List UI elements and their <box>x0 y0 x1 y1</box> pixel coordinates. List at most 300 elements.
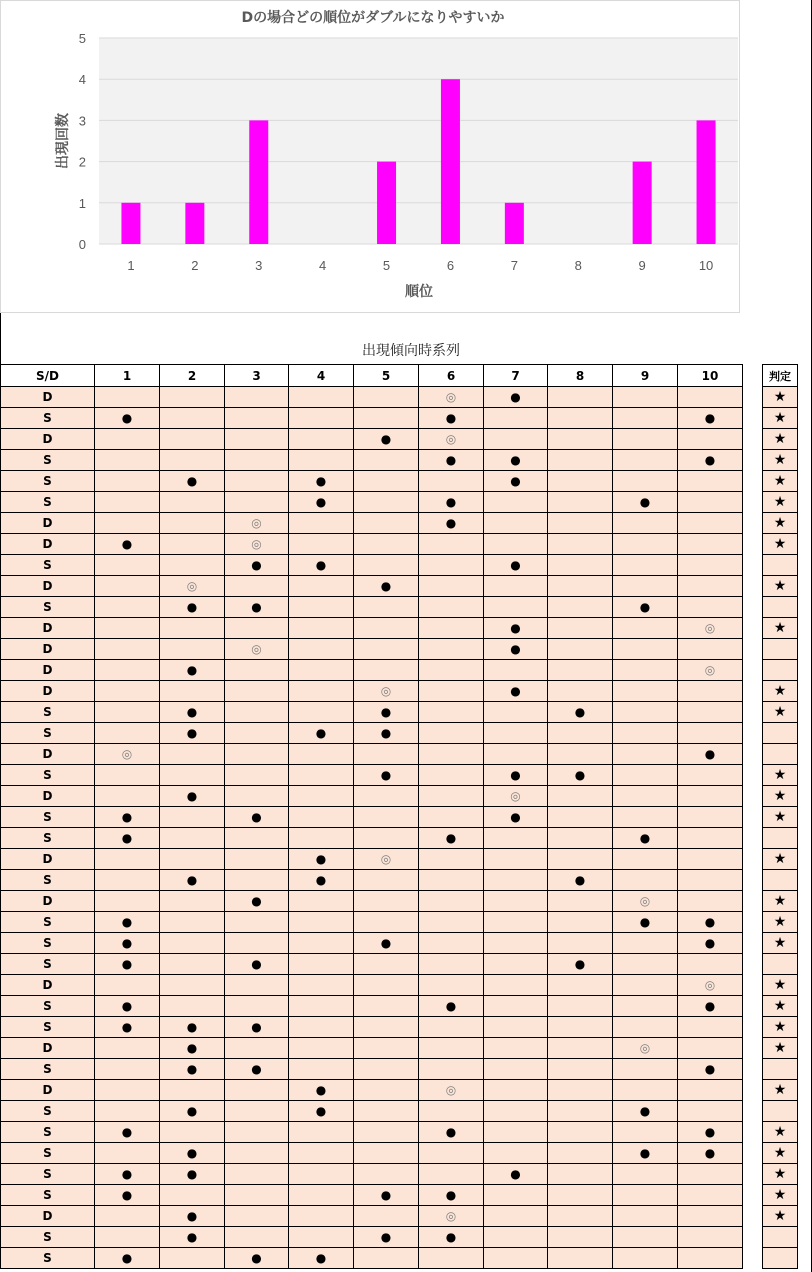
table-row <box>1 408 743 429</box>
rank-cell <box>548 912 613 933</box>
chart-panel <box>0 0 740 313</box>
judgement-cell: ★ <box>763 1164 798 1185</box>
rank-cell <box>613 555 678 576</box>
sd-cell: D <box>1 1038 95 1059</box>
rank-cell: ● <box>678 933 743 954</box>
judgement-row <box>763 492 798 513</box>
x-tick-label: 8 <box>574 258 582 273</box>
rank-cell <box>613 975 678 996</box>
table-row <box>1 870 743 891</box>
rank-cell: ◎ <box>160 576 225 597</box>
judgement-cell <box>763 1059 798 1080</box>
rank-cell <box>678 723 743 744</box>
rank-cell <box>160 1122 225 1143</box>
table-row <box>1 1059 743 1080</box>
rank-cell: ● <box>613 912 678 933</box>
table-row <box>1 513 743 534</box>
rank-cell <box>289 765 354 786</box>
rank-cell: ● <box>678 744 743 765</box>
rank-cell <box>354 1038 419 1059</box>
rank-cell: ● <box>160 1206 225 1227</box>
rank-cell <box>548 471 613 492</box>
rank-cell <box>419 534 484 555</box>
rank-cell: ● <box>678 996 743 1017</box>
rank-cell <box>613 1080 678 1101</box>
rank-cell <box>95 765 160 786</box>
rank-cell <box>484 954 548 975</box>
rank-cell <box>95 702 160 723</box>
judgement-cell: ★ <box>763 471 798 492</box>
rank-cell: ● <box>613 1143 678 1164</box>
rank-cell <box>160 933 225 954</box>
rank-cell: ● <box>678 1122 743 1143</box>
rank-cell <box>678 1185 743 1206</box>
rank-cell: ● <box>160 1101 225 1122</box>
sd-cell: S <box>1 597 95 618</box>
rank-cell <box>225 1227 289 1248</box>
rank-cell <box>484 849 548 870</box>
rank-cell <box>419 1143 484 1164</box>
rank-cell: ◎ <box>95 744 160 765</box>
rank-cell <box>289 828 354 849</box>
rank-cell <box>419 870 484 891</box>
rank-cell <box>95 618 160 639</box>
rank-cell <box>613 660 678 681</box>
rank-cell <box>419 1248 484 1269</box>
sd-cell: D <box>1 891 95 912</box>
rank-cell: ◎ <box>354 849 419 870</box>
y-tick-label: 1 <box>78 195 86 211</box>
rank-cell: ● <box>548 765 613 786</box>
rank-cell: ● <box>160 723 225 744</box>
table-row <box>1 765 743 786</box>
rank-cell <box>354 639 419 660</box>
rank-cell <box>548 1164 613 1185</box>
sd-cell: D <box>1 429 95 450</box>
judgement-cell: ★ <box>763 450 798 471</box>
x-tick-label: 10 <box>698 258 714 273</box>
judgement-cell: ★ <box>763 429 798 450</box>
rank-cell <box>160 996 225 1017</box>
judgement-cell: ★ <box>763 387 798 408</box>
rank-cell: ● <box>484 807 548 828</box>
judgement-cell: ★ <box>763 576 798 597</box>
rank-cell <box>354 660 419 681</box>
table-row <box>1 912 743 933</box>
rank-cell <box>613 870 678 891</box>
rank-cell: ● <box>678 450 743 471</box>
rank-cell <box>160 618 225 639</box>
rank-cell <box>548 534 613 555</box>
sd-cell: S <box>1 828 95 849</box>
judgement-cell <box>763 1248 798 1269</box>
judgement-cell: ★ <box>763 618 798 639</box>
rank-cell <box>354 786 419 807</box>
rank-cell: ● <box>419 828 484 849</box>
rank-cell <box>484 891 548 912</box>
judgement-row <box>763 387 798 408</box>
rank-cell <box>160 1185 225 1206</box>
rank-cell <box>225 1185 289 1206</box>
sd-cell: S <box>1 471 95 492</box>
rank-cell: ● <box>225 1059 289 1080</box>
judgement-row <box>763 786 798 807</box>
judgement-cell: ★ <box>763 1206 798 1227</box>
sd-cell: S <box>1 870 95 891</box>
rank-cell: ◎ <box>613 1038 678 1059</box>
rank-cell: ● <box>289 870 354 891</box>
table-row <box>1 1080 743 1101</box>
rank-cell <box>354 1164 419 1185</box>
table-row <box>1 744 743 765</box>
rank-cell <box>354 1080 419 1101</box>
rank-cell <box>289 975 354 996</box>
rank-cell: ● <box>160 597 225 618</box>
y-tick-label: 2 <box>78 154 86 170</box>
rank-cell <box>225 618 289 639</box>
judgement-cell: ★ <box>763 765 798 786</box>
rank-cell <box>613 1185 678 1206</box>
table-row <box>1 933 743 954</box>
rank-cell <box>484 1248 548 1269</box>
rank-cell <box>419 1038 484 1059</box>
rank-cell: ● <box>160 1059 225 1080</box>
judgement-cell <box>763 828 798 849</box>
rank-cell <box>95 1080 160 1101</box>
rank-cell <box>678 639 743 660</box>
rank-cell <box>289 786 354 807</box>
header-rank: 3 <box>225 365 289 387</box>
rank-cell <box>613 954 678 975</box>
rank-cell <box>613 996 678 1017</box>
x-tick-label: 7 <box>510 258 518 273</box>
rank-cell <box>160 912 225 933</box>
rank-cell <box>160 387 225 408</box>
rank-cell <box>548 1248 613 1269</box>
rank-cell <box>419 681 484 702</box>
rank-cell <box>484 1206 548 1227</box>
rank-cell <box>289 534 354 555</box>
rank-cell <box>419 1164 484 1185</box>
sd-cell: D <box>1 387 95 408</box>
x-tick-label: 3 <box>255 258 263 273</box>
judgement-row <box>763 576 798 597</box>
rank-cell <box>419 1017 484 1038</box>
judgement-cell: ★ <box>763 513 798 534</box>
rank-cell <box>95 849 160 870</box>
judgement-cell <box>763 744 798 765</box>
sd-cell: S <box>1 1059 95 1080</box>
rank-cell <box>678 786 743 807</box>
rank-cell <box>678 681 743 702</box>
header-sd: S/D <box>1 365 95 387</box>
rank-cell <box>225 849 289 870</box>
sd-cell: S <box>1 1017 95 1038</box>
sd-cell: S <box>1 492 95 513</box>
rank-cell <box>548 450 613 471</box>
sd-cell: S <box>1 954 95 975</box>
rank-cell <box>613 408 678 429</box>
rank-cell <box>160 891 225 912</box>
rank-cell <box>613 744 678 765</box>
rank-cell: ◎ <box>354 681 419 702</box>
rank-cell: ● <box>289 471 354 492</box>
rank-cell <box>95 1059 160 1080</box>
x-tick-label: 5 <box>382 258 391 273</box>
rank-cell <box>613 849 678 870</box>
table-row <box>1 1227 743 1248</box>
rank-cell <box>225 660 289 681</box>
chart-title: Dの場合どの順位がダブルになりやすいか <box>241 10 505 26</box>
rank-cell <box>160 681 225 702</box>
rank-cell <box>289 618 354 639</box>
judgement-row <box>763 1227 798 1248</box>
sd-cell: S <box>1 1227 95 1248</box>
rank-cell <box>548 660 613 681</box>
rank-cell <box>354 513 419 534</box>
table-row <box>1 1038 743 1059</box>
rank-cell <box>354 408 419 429</box>
judgement-cell: ★ <box>763 702 798 723</box>
sd-cell: D <box>1 786 95 807</box>
rank-cell <box>613 1164 678 1185</box>
rank-cell <box>548 555 613 576</box>
table-row <box>1 492 743 513</box>
rank-cell <box>419 1101 484 1122</box>
rank-cell <box>354 492 419 513</box>
rank-cell <box>419 639 484 660</box>
rank-cell: ● <box>419 408 484 429</box>
rank-cell <box>419 471 484 492</box>
rank-cell <box>613 1227 678 1248</box>
rank-cell <box>484 492 548 513</box>
rank-cell <box>484 1017 548 1038</box>
judgement-row <box>763 1143 798 1164</box>
rank-cell <box>95 891 160 912</box>
rank-cell <box>95 597 160 618</box>
judgement-row <box>763 408 798 429</box>
table-row <box>1 807 743 828</box>
rank-cell: ● <box>95 1122 160 1143</box>
judgement-table <box>762 364 798 1269</box>
rank-cell <box>225 576 289 597</box>
rank-cell <box>225 408 289 429</box>
rank-cell <box>95 660 160 681</box>
rank-cell: ◎ <box>419 429 484 450</box>
rank-cell <box>354 954 419 975</box>
judgement-row <box>763 639 798 660</box>
rank-cell <box>354 975 419 996</box>
occurrence-table <box>0 364 743 1269</box>
rank-cell: ● <box>289 1248 354 1269</box>
judgement-row <box>763 912 798 933</box>
rank-cell: ● <box>354 429 419 450</box>
header-rank: 9 <box>613 365 678 387</box>
rank-cell <box>95 975 160 996</box>
judgement-row <box>763 1164 798 1185</box>
rank-cell <box>419 786 484 807</box>
rank-cell <box>354 828 419 849</box>
rank-cell <box>95 1038 160 1059</box>
rank-cell: ● <box>95 996 160 1017</box>
rank-cell: ● <box>160 660 225 681</box>
rank-cell <box>548 807 613 828</box>
sd-cell: S <box>1 765 95 786</box>
rank-cell: ◎ <box>613 891 678 912</box>
rank-cell <box>95 1143 160 1164</box>
rank-cell <box>225 1143 289 1164</box>
rank-cell <box>613 1059 678 1080</box>
sd-cell: S <box>1 1101 95 1122</box>
x-tick-label: 1 <box>127 258 135 273</box>
judgement-cell: ★ <box>763 681 798 702</box>
rank-cell: ● <box>484 1164 548 1185</box>
rank-cell <box>419 555 484 576</box>
rank-cell <box>95 681 160 702</box>
rank-cell: ● <box>160 471 225 492</box>
rank-cell <box>225 681 289 702</box>
rank-cell <box>678 702 743 723</box>
y-tick-label: 0 <box>78 237 86 252</box>
rank-cell: ◎ <box>419 387 484 408</box>
rank-cell: ● <box>548 954 613 975</box>
rank-cell: ● <box>354 1185 419 1206</box>
rank-cell <box>678 534 743 555</box>
judgement-cell <box>763 597 798 618</box>
rank-cell <box>613 1206 678 1227</box>
judgement-row <box>763 534 798 555</box>
rank-cell <box>548 891 613 912</box>
y-tick-label: 3 <box>78 113 86 129</box>
judgement-row <box>763 1248 798 1269</box>
rank-cell: ● <box>548 702 613 723</box>
table-row <box>1 660 743 681</box>
rank-cell: ● <box>354 723 419 744</box>
rank-cell <box>484 828 548 849</box>
rank-cell <box>354 1017 419 1038</box>
judgement-cell: ★ <box>763 534 798 555</box>
judgement-row <box>763 618 798 639</box>
rank-cell <box>160 1080 225 1101</box>
rank-cell <box>160 807 225 828</box>
rank-cell <box>548 849 613 870</box>
judgement-row <box>763 450 798 471</box>
sd-cell: S <box>1 702 95 723</box>
rank-cell: ● <box>160 702 225 723</box>
rank-cell <box>354 912 419 933</box>
judgement-cell: ★ <box>763 492 798 513</box>
rank-cell: ● <box>225 807 289 828</box>
rank-cell <box>548 408 613 429</box>
rank-cell <box>289 954 354 975</box>
table-row <box>1 828 743 849</box>
judgement-cell: ★ <box>763 408 798 429</box>
rank-cell <box>484 1185 548 1206</box>
judgement-cell <box>763 954 798 975</box>
rank-cell <box>419 576 484 597</box>
table-row <box>1 1017 743 1038</box>
rank-cell <box>225 933 289 954</box>
rank-cell <box>484 1038 548 1059</box>
rank-cell <box>678 1227 743 1248</box>
rank-cell <box>289 1206 354 1227</box>
judgement-cell <box>763 555 798 576</box>
rank-cell <box>484 723 548 744</box>
rank-cell <box>354 1206 419 1227</box>
rank-cell <box>95 1206 160 1227</box>
rank-cell <box>678 513 743 534</box>
rank-cell <box>613 639 678 660</box>
rank-cell <box>289 1143 354 1164</box>
rank-cell <box>678 576 743 597</box>
rank-cell <box>289 702 354 723</box>
sd-cell: D <box>1 534 95 555</box>
judgement-row <box>763 681 798 702</box>
table-row <box>1 786 743 807</box>
rank-cell: ◎ <box>225 639 289 660</box>
rank-cell <box>289 996 354 1017</box>
table-row <box>1 1122 743 1143</box>
rank-cell <box>95 1227 160 1248</box>
rank-cell: ● <box>225 597 289 618</box>
judgement-cell: ★ <box>763 891 798 912</box>
rank-cell: ● <box>160 1143 225 1164</box>
rank-cell <box>548 1143 613 1164</box>
rank-cell <box>484 1059 548 1080</box>
rank-cell: ● <box>419 1227 484 1248</box>
table-row <box>1 534 743 555</box>
rank-cell <box>548 1080 613 1101</box>
rank-cell <box>613 471 678 492</box>
rank-cell <box>678 1248 743 1269</box>
bar <box>697 120 716 244</box>
rank-cell <box>289 576 354 597</box>
rank-cell: ● <box>95 534 160 555</box>
rank-cell <box>548 933 613 954</box>
rank-cell: ● <box>95 1164 160 1185</box>
rank-cell <box>225 1101 289 1122</box>
judgement-row <box>763 954 798 975</box>
judgement-row <box>763 975 798 996</box>
rank-cell <box>419 891 484 912</box>
rank-cell <box>613 387 678 408</box>
rank-cell <box>289 1227 354 1248</box>
bar <box>377 162 396 244</box>
rank-cell: ● <box>95 828 160 849</box>
bar <box>249 120 268 244</box>
rank-cell: ● <box>419 450 484 471</box>
rank-cell: ● <box>419 1185 484 1206</box>
rank-cell <box>354 1143 419 1164</box>
x-tick-label: 4 <box>319 258 327 273</box>
rank-cell <box>484 975 548 996</box>
rank-cell <box>160 975 225 996</box>
judgement-row <box>763 933 798 954</box>
y-axis-label: 出現回数 <box>55 113 71 169</box>
rank-cell <box>289 1059 354 1080</box>
rank-cell <box>484 870 548 891</box>
judgement-row <box>763 1122 798 1143</box>
header-rank: 4 <box>289 365 354 387</box>
rank-cell <box>95 429 160 450</box>
rank-cell <box>484 429 548 450</box>
rank-cell <box>484 996 548 1017</box>
judgement-cell <box>763 870 798 891</box>
rank-cell <box>225 975 289 996</box>
rank-cell <box>548 975 613 996</box>
rank-cell: ◎ <box>678 618 743 639</box>
table-row <box>1 618 743 639</box>
